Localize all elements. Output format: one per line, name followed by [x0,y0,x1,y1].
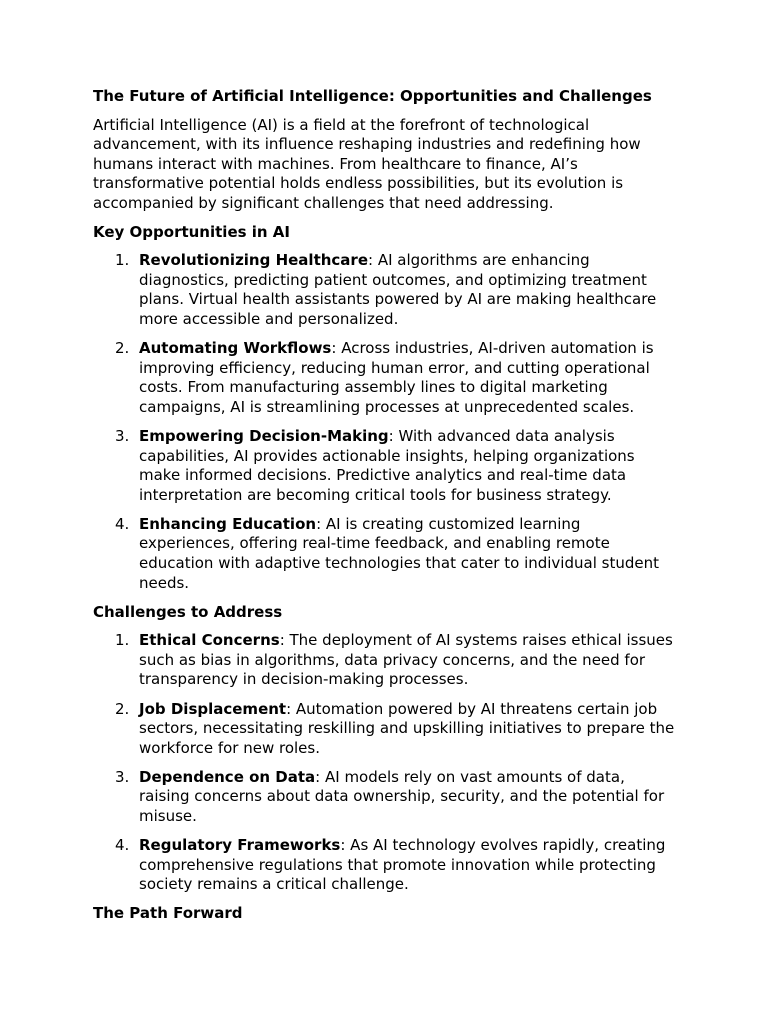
list-item-term: Job Displacement [139,699,287,718]
opportunities-list [93,251,675,593]
list-item [93,251,675,329]
list-item-term: Automating Workflows [139,339,332,358]
list-item-text: : With advanced data analysis capabilities, AI provides actionable insights, helping organizations make informed decisions. Predictive analytics and real-time data interpretation are becoming critical tools for business strategy. [139,426,635,504]
list-item-text: : The deployment of AI systems raises ethical issues such as bias in algorithms, data privacy concerns, and the need for transparency in decision-making processes. [139,631,673,689]
list-item-text: : AI is creating customized learning experiences, offering real-time feedback, and enabling remote education with adaptive technologies that cater to individual student needs. [139,514,659,592]
list-item-term: Dependence on Data [139,767,316,786]
section-heading-path-forward: The Path Forward [93,904,243,923]
list-item [93,339,675,417]
list-item-text: : Automation powered by AI threatens certain job sectors, necessitating reskilling and upskilling initiatives to prepare the workforce for new roles. [139,699,675,757]
list-item [93,631,675,690]
list-item [93,768,675,827]
list-item-text: : AI algorithms are enhancing diagnostics, predicting patient outcomes, and optimizing treatment plans. Virtual health assistants powered by AI are making healthcare more accessible and personalized. [139,251,657,328]
list-item [93,836,675,895]
list-number: 4. [115,514,130,533]
list-number: 3. [115,767,130,786]
list-number: 2. [115,699,130,718]
list-item-text: : As AI technology evolves rapidly, creating comprehensive regulations that promote innovation while protecting society remains a critical challenge. [139,836,666,894]
list-item [93,515,675,593]
list-number: 2. [115,339,130,358]
list-item-term: Empowering Decision-Making [139,426,389,445]
list-number: 1. [115,631,130,650]
list-item [93,427,675,505]
section-heading-challenges: Challenges to Address [93,602,283,621]
intro-paragraph: Artificial Intelligence (AI) is a field at the forefront of technological advancement, with its influence reshaping industries and redefining how humans interact with machines. From healthcare to finance, AI’s transformative potential holds endless possibilities, but its evolution is accompanied by significant challenges that need addressing. [93,115,641,212]
list-item-term: Revolutionizing Healthcare [139,251,368,270]
section-heading-opportunities: Key Opportunities in AI [93,222,290,241]
list-item-term: Enhancing Education [139,514,317,533]
document-title: The Future of Artificial Intelligence: Opportunities and Challenges [93,87,652,105]
list-number: 3. [115,426,130,445]
list-number: 4. [115,836,130,855]
list-item-term: Regulatory Frameworks [139,836,341,855]
list-item [93,700,675,759]
list-item-text: : AI models rely on vast amounts of data, raising concerns about data ownership, security, and the potential for misuse. [139,767,665,825]
list-number: 1. [115,251,130,270]
challenges-list [93,631,675,895]
list-item-text: : Across industries, AI-driven automation is improving efficiency, reducing human error, and cutting operational costs. From manufacturing assembly lines to digital marketing campaigns, AI is streamlining processes at unprecedented scales. [139,339,654,416]
list-item-term: Ethical Concerns [139,631,280,650]
